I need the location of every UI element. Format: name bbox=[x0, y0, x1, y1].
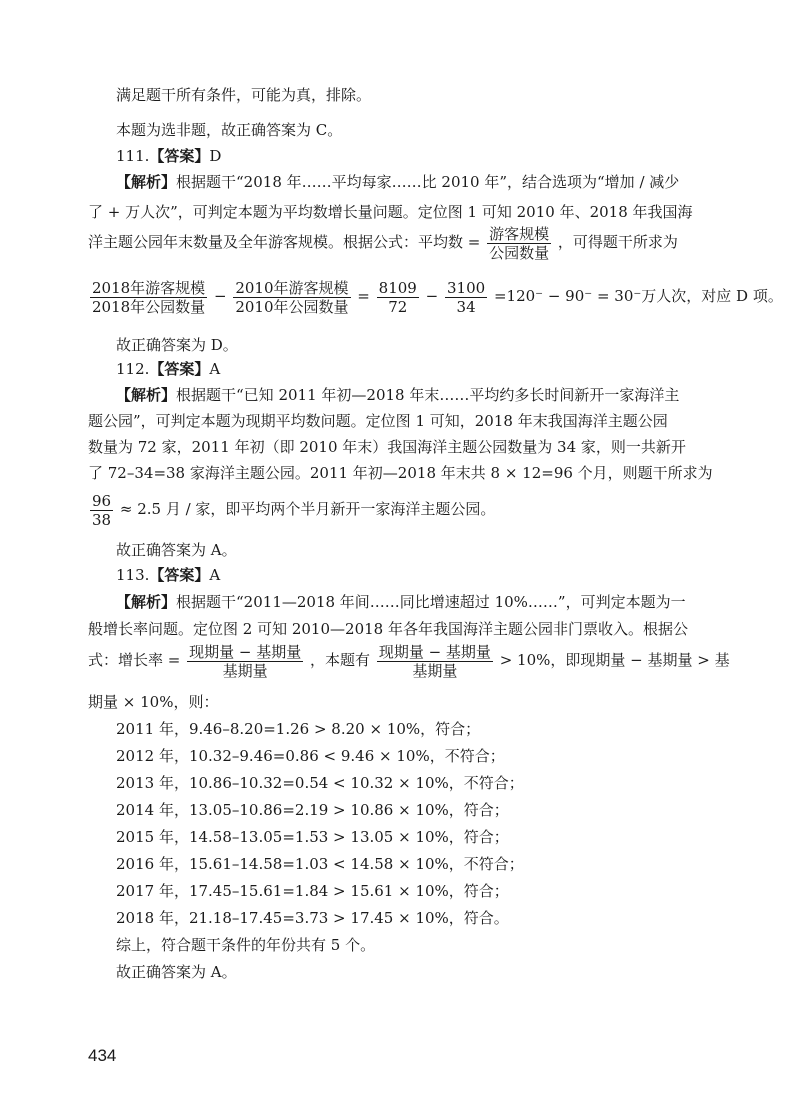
operator: − bbox=[213, 287, 227, 305]
fraction-denominator: 基期量 bbox=[222, 661, 268, 680]
text-line: 故正确答案为 D。 bbox=[116, 336, 238, 354]
question-number: 113. bbox=[116, 566, 150, 584]
analysis-line bbox=[116, 170, 679, 194]
fraction bbox=[377, 279, 419, 316]
text-line: 综上，符合题干条件的年份共有 5 个。 bbox=[116, 936, 376, 954]
text-segment: ≈ 2.5 月 / 家，即平均两个半月新开一家海洋主题公园。 bbox=[119, 500, 496, 518]
fraction-numerator: 8109 bbox=[378, 278, 417, 297]
text-line: 了 72–34=38 家海洋主题公园。2011 年初—2018 年末共 8 × 12=96 个月，则题干所求为 bbox=[88, 464, 713, 482]
fraction bbox=[377, 643, 493, 680]
answer-line-111 bbox=[116, 144, 221, 168]
calc-row: 2017 年，17.45–15.61=1.84 > 15.61 × 10%，符合； bbox=[116, 882, 509, 900]
text-segment: > 10%，即现期量 − 基期量 > 基 bbox=[499, 651, 730, 669]
text-line: 般增长率问题。定位图 2 可知 2010—2018 年各年我国海洋主题公园非门票收入。根据公 bbox=[88, 620, 688, 638]
fraction bbox=[487, 225, 551, 262]
calc-row: 2015 年，14.58–13.05=1.53 > 13.05 × 10%，符合； bbox=[116, 828, 509, 846]
fraction-denominator: 2010年公园数量 bbox=[235, 297, 349, 316]
fraction bbox=[233, 279, 350, 316]
text-segment: ，可得题干所求为 bbox=[557, 233, 678, 251]
formula-line bbox=[88, 218, 678, 266]
text-segment: 式：增长率 = bbox=[88, 651, 181, 669]
analysis-text: 根据题干“已知 2011 年初—2018 年末……平均约多长时间新开一家海洋主 bbox=[176, 386, 680, 404]
fraction-denominator: 2018年公园数量 bbox=[92, 297, 206, 316]
analysis-line bbox=[116, 383, 679, 407]
calc-row: 2011 年，9.46–8.20=1.26 > 8.20 × 10%，符合； bbox=[116, 720, 481, 738]
text-line: 数量为 72 家，2011 年初（即 2010 年末）我国海洋主题公园数量为 34 家，则一共新开 bbox=[88, 438, 686, 456]
fraction-denominator: 34 bbox=[456, 297, 476, 316]
answer-line-113 bbox=[116, 563, 220, 587]
answer-value: D bbox=[209, 147, 222, 165]
formula-line bbox=[88, 485, 495, 533]
formula-line bbox=[88, 272, 783, 320]
analysis-text: 根据题干“2018 年……平均每家……比 2010 年”，结合选项为“增加 / 减少 bbox=[176, 173, 680, 191]
text-line: 故正确答案为 A。 bbox=[116, 541, 237, 559]
calc-row: 2016 年，15.61–14.58=1.03 < 14.58 × 10%，不符合； bbox=[116, 855, 524, 873]
fraction-denominator: 基期量 bbox=[412, 661, 458, 680]
analysis-line bbox=[116, 590, 686, 614]
fraction-denominator: 72 bbox=[388, 297, 408, 316]
answer-line-112 bbox=[116, 357, 220, 381]
calc-row: 2014 年，13.05–10.86=2.19 > 10.86 × 10%，符合； bbox=[116, 801, 509, 819]
calc-row: 2013 年，10.86–10.32=0.54 < 10.32 × 10%，不符合； bbox=[116, 774, 524, 792]
answer-value: A bbox=[209, 360, 221, 378]
operator: − bbox=[425, 287, 439, 305]
question-number: 112. bbox=[116, 360, 150, 378]
fraction-numerator: 游客规模 bbox=[489, 224, 550, 243]
fraction bbox=[90, 492, 113, 529]
question-number: 111. bbox=[116, 147, 150, 165]
answer-value: A bbox=[209, 566, 221, 584]
fraction-numerator: 3100 bbox=[446, 278, 486, 297]
text-line: 故正确答案为 A。 bbox=[116, 963, 237, 981]
text-segment: ，本题有 bbox=[310, 651, 371, 669]
analysis-text: 根据题干“2011—2018 年间……同比增速超过 10%……”，可判定本题为一 bbox=[176, 593, 686, 611]
fraction bbox=[187, 643, 303, 680]
analysis-tag: 【解析】 bbox=[116, 386, 177, 404]
fraction-numerator: 现期量 − 基期量 bbox=[189, 642, 302, 661]
text-segment: =120⁻ − 90⁻ = 30⁻万人次，对应 D 项。 bbox=[493, 287, 783, 305]
operator: = bbox=[357, 287, 370, 305]
calc-row: 2018 年，21.18–17.45=3.73 > 17.45 × 10%，符合。 bbox=[116, 909, 509, 927]
fraction bbox=[90, 279, 207, 316]
fraction-numerator: 96 bbox=[92, 491, 112, 510]
fraction-numerator: 2010年游客规模 bbox=[235, 278, 349, 297]
fraction-numerator: 2018年游客规模 bbox=[92, 278, 206, 297]
fraction-denominator: 公园数量 bbox=[489, 243, 550, 262]
text-line: 满足题干所有条件，可能为真，排除。 bbox=[116, 86, 372, 104]
formula-line bbox=[88, 636, 730, 684]
fraction-denominator: 38 bbox=[92, 510, 112, 529]
answer-tag: 【答案】 bbox=[149, 360, 210, 378]
text-line: 期量 × 10%，则： bbox=[88, 693, 219, 711]
answer-tag: 【答案】 bbox=[149, 147, 210, 165]
text-line: 了 + 万人次”，可判定本题为平均数增长量问题。定位图 1 可知 2010 年、2018 年我国海 bbox=[88, 203, 693, 221]
fraction bbox=[445, 279, 487, 316]
analysis-tag: 【解析】 bbox=[116, 593, 177, 611]
page-number: 434 bbox=[88, 1046, 117, 1065]
calc-row: 2012 年，10.32–9.46=0.86 < 9.46 × 10%，不符合； bbox=[116, 747, 505, 765]
text-line: 本题为选非题，故正确答案为 C。 bbox=[116, 121, 343, 139]
text-segment: 洋主题公园年末数量及全年游客规模。根据公式：平均数 = bbox=[88, 233, 481, 251]
analysis-tag: 【解析】 bbox=[116, 173, 177, 191]
text-line: 题公园”，可判定本题为现期平均数问题。定位图 1 可知，2018 年末我国海洋主题公园 bbox=[88, 412, 668, 430]
answer-tag: 【答案】 bbox=[149, 566, 210, 584]
fraction-numerator: 现期量 − 基期量 bbox=[378, 642, 491, 661]
